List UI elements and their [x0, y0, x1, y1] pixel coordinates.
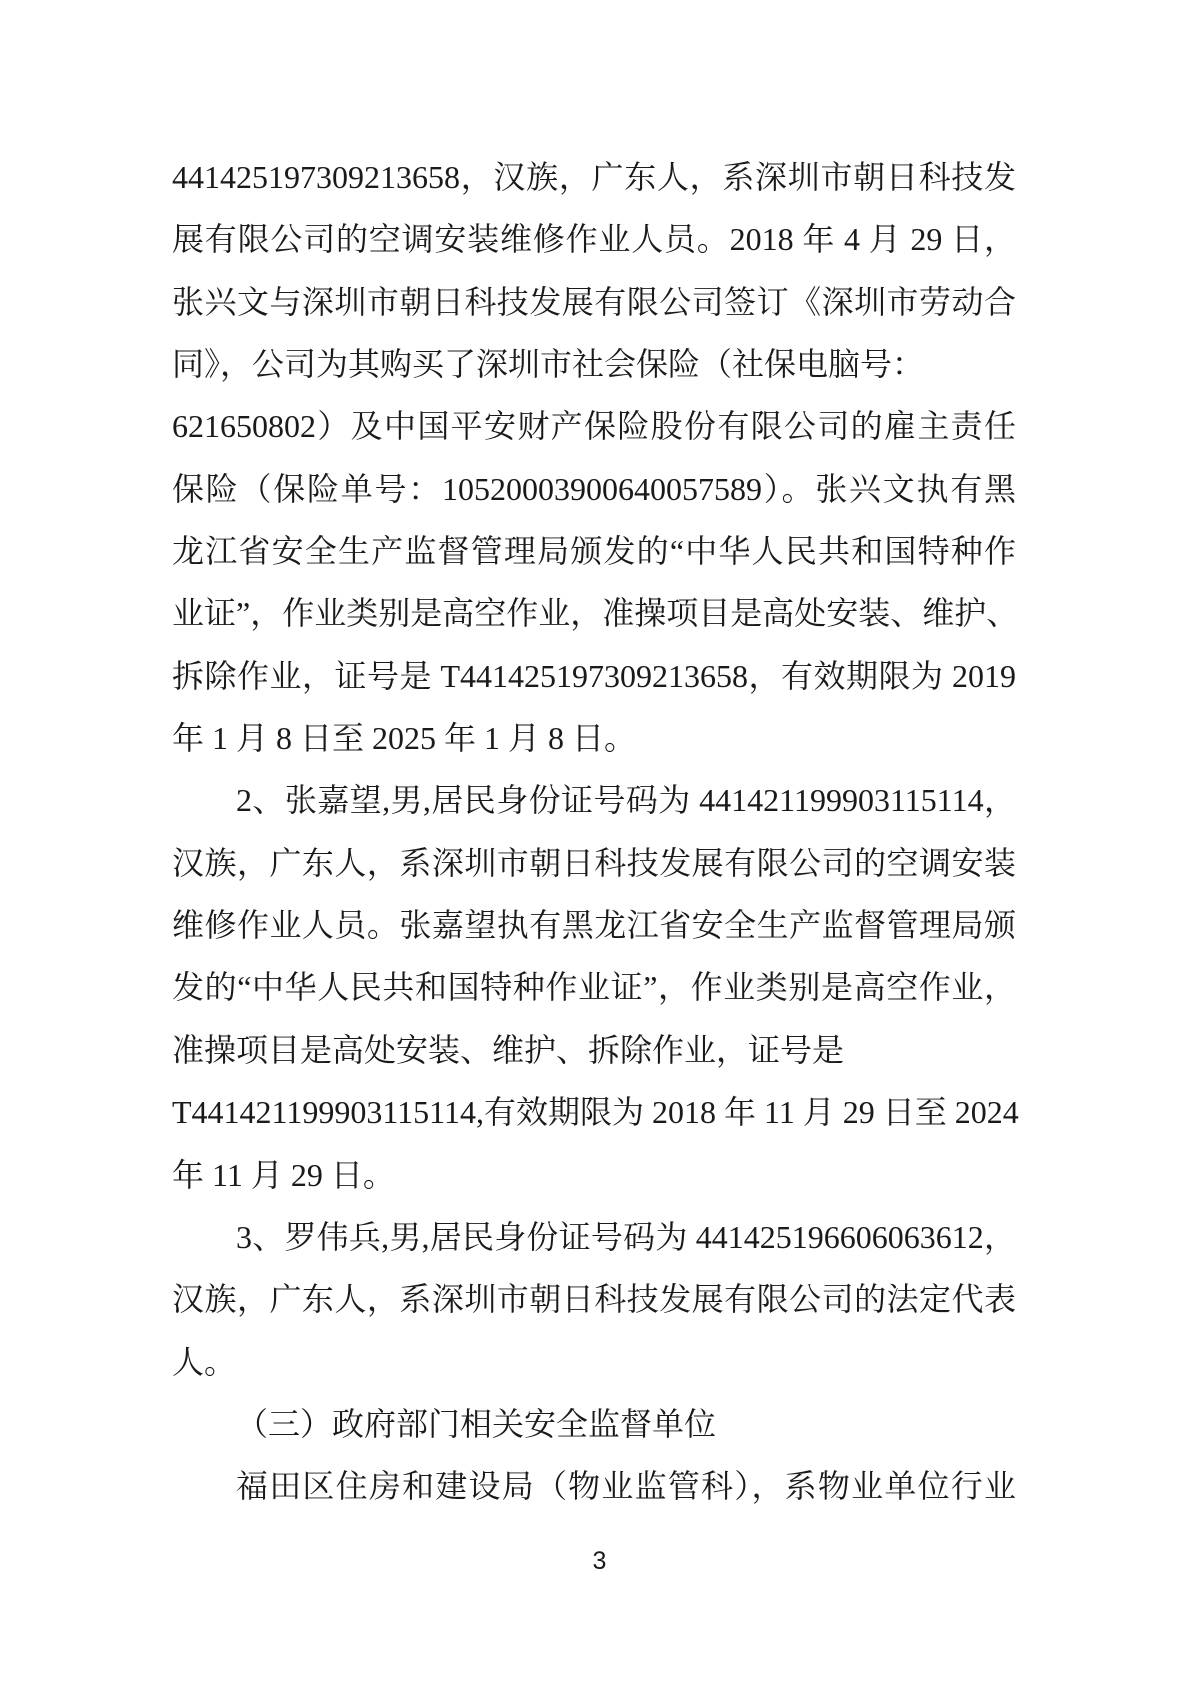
- text-line: 发的“中华人民共和国特种作业证”，作业类别是高空作业，: [172, 969, 1016, 1006]
- text-line: 3、罗伟兵,男,居民身份证号码为 441425196606063612，: [236, 1218, 1016, 1255]
- text-line: 同》，公司为其购买了深圳市社会保险（社保电脑号：: [172, 346, 925, 383]
- text-line: 441425197309213658，汉族，广东人，系深圳市朝日科技发: [172, 159, 1016, 195]
- text-line: 年 11 月 29 日。: [172, 1156, 395, 1193]
- text-line: 龙江省安全生产监督管理局颁发的“中华人民共和国特种作: [172, 533, 1016, 570]
- body-text: [172, 146, 1019, 1518]
- text-line: 汉族，广东人，系深圳市朝日科技发展有限公司的空调安装: [172, 844, 1016, 881]
- text-line: 张兴文与深圳市朝日科技发展有限公司签订《深圳市劳动合: [172, 283, 1016, 320]
- text-line: 2、张嘉望,男,居民身份证号码为 441421199903115114，: [236, 782, 1016, 819]
- text-line: 福田区住房和建设局（物业监管科），系物业单位行业: [236, 1468, 1016, 1505]
- text-line: 人。: [172, 1343, 237, 1380]
- text-line: 维修作业人员。张嘉望执有黑龙江省安全生产监督管理局颁: [172, 907, 1016, 944]
- page-number: 3: [592, 1547, 607, 1575]
- text-line: 展有限公司的空调安装维修作业人员。2018 年 4 月 29 日，: [172, 221, 1016, 258]
- text-line: 621650802）及中国平安财产保险股份有限公司的雇主责任: [172, 408, 1016, 445]
- text-line: 保险（保险单号：10520003900640057589）。张兴文执有黑: [172, 470, 1016, 507]
- text-line: 拆除作业，证号是 T441425197309213658，有效期限为 2019: [172, 657, 1016, 694]
- text-line: （三）政府部门相关安全监督单位: [236, 1405, 717, 1442]
- text-line: 业证”，作业类别是高空作业，准操项目是高处安装、维护、: [172, 595, 1019, 632]
- text-line: T441421199903115114,有效期限为 2018 年 11 月 29 日至 2024: [172, 1094, 1019, 1131]
- text-line: 汉族，广东人，系深圳市朝日科技发展有限公司的法定代表: [172, 1281, 1016, 1318]
- text-line: 年 1 月 8 日至 2025 年 1 月 8 日。: [172, 720, 637, 757]
- text-line: 准操项目是高处安装、维护、拆除作业，证号是: [172, 1031, 845, 1068]
